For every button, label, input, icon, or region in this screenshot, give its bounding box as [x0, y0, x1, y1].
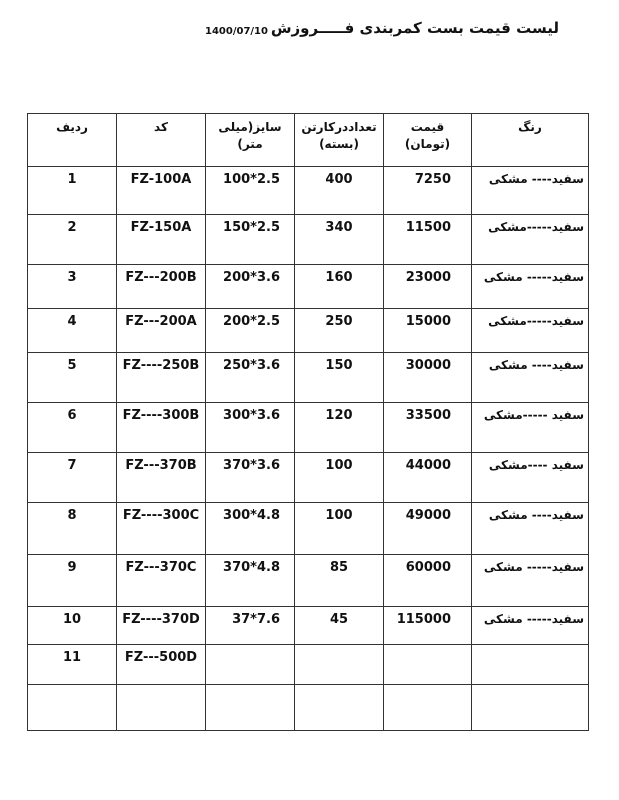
table-row — [28, 453, 589, 503]
cell-row-number: 1 — [28, 167, 117, 215]
cell-quantity: 120 — [295, 403, 384, 453]
header-code: کد — [117, 114, 206, 167]
header-row-number: ردیف — [28, 114, 117, 167]
cell-size: 300*4.8 — [206, 503, 295, 555]
cell-price: 115000 — [384, 607, 472, 645]
cell-color: سفید----- مشکی — [472, 607, 589, 645]
cell-size: 300*3.6 — [206, 403, 295, 453]
cell-code: FZ----300B — [117, 403, 206, 453]
cell-color — [472, 685, 589, 731]
cell-color: سفید-----مشکی — [472, 215, 589, 265]
cell-row-number: 5 — [28, 353, 117, 403]
cell-code: FZ----370D — [117, 607, 206, 645]
header-price: قیمت (تومان) — [384, 114, 472, 167]
cell-price: 15000 — [384, 309, 472, 353]
cell-row-number: 4 — [28, 309, 117, 353]
cell-color: سفید----- مشکی — [472, 265, 589, 309]
cell-code: FZ-100A — [117, 167, 206, 215]
cell-color: سفید---- مشکی — [472, 353, 589, 403]
cell-size — [206, 645, 295, 685]
cell-price: 30000 — [384, 353, 472, 403]
table-row — [28, 555, 589, 607]
cell-price: 23000 — [384, 265, 472, 309]
price-table — [27, 113, 589, 731]
table-row — [28, 403, 589, 453]
table-row — [28, 215, 589, 265]
table-row — [28, 685, 589, 731]
cell-row-number: 7 — [28, 453, 117, 503]
table-row — [28, 167, 589, 215]
cell-row-number: 2 — [28, 215, 117, 265]
cell-color: سفید----- مشکی — [472, 555, 589, 607]
cell-price: 7250 — [384, 167, 472, 215]
cell-size: 370*4.8 — [206, 555, 295, 607]
cell-row-number — [28, 685, 117, 731]
cell-code: FZ----250B — [117, 353, 206, 403]
cell-size: 150*2.5 — [206, 215, 295, 265]
cell-color: سفید-----مشکی — [472, 309, 589, 353]
cell-quantity: 45 — [295, 607, 384, 645]
cell-size: 200*3.6 — [206, 265, 295, 309]
cell-color: سفید ----مشکی — [472, 453, 589, 503]
cell-row-number: 9 — [28, 555, 117, 607]
cell-quantity: 160 — [295, 265, 384, 309]
header-color: رنگ — [472, 114, 589, 167]
cell-price: 60000 — [384, 555, 472, 607]
cell-color: سفید---- مشکی — [472, 167, 589, 215]
header-quantity-per-carton: تعداددرکارتن (بسته) — [295, 114, 384, 167]
table-row — [28, 353, 589, 403]
cell-row-number: 8 — [28, 503, 117, 555]
cell-quantity: 400 — [295, 167, 384, 215]
cell-code: FZ---200A — [117, 309, 206, 353]
table-row — [28, 607, 589, 645]
table-header-row — [28, 114, 589, 167]
page-title: لیست قیمت بست کمربندی فـــــروزش — [270, 19, 559, 37]
cell-quantity: 100 — [295, 453, 384, 503]
cell-size: 370*3.6 — [206, 453, 295, 503]
cell-row-number: 10 — [28, 607, 117, 645]
table-row — [28, 265, 589, 309]
cell-price: 44000 — [384, 453, 472, 503]
cell-code: FZ---370C — [117, 555, 206, 607]
cell-quantity — [295, 685, 384, 731]
table-row — [28, 645, 589, 685]
header-size: سایز(میلی متر) — [206, 114, 295, 167]
cell-price: 49000 — [384, 503, 472, 555]
cell-code: FZ----300C — [117, 503, 206, 555]
cell-quantity: 340 — [295, 215, 384, 265]
cell-price: 33500 — [384, 403, 472, 453]
cell-size: 100*2.5 — [206, 167, 295, 215]
cell-price — [384, 685, 472, 731]
table-row — [28, 503, 589, 555]
cell-size — [206, 685, 295, 731]
document-date: 1400/07/10 — [205, 26, 268, 37]
cell-quantity: 250 — [295, 309, 384, 353]
cell-size: 250*3.6 — [206, 353, 295, 403]
table-row — [28, 309, 589, 353]
cell-quantity — [295, 645, 384, 685]
cell-code — [117, 685, 206, 731]
cell-row-number: 11 — [28, 645, 117, 685]
cell-size: 200*2.5 — [206, 309, 295, 353]
cell-quantity: 100 — [295, 503, 384, 555]
cell-code: FZ---200B — [117, 265, 206, 309]
cell-size: 37*7.6 — [206, 607, 295, 645]
cell-code: FZ-150A — [117, 215, 206, 265]
cell-color: سفید---- مشکی — [472, 503, 589, 555]
cell-quantity: 150 — [295, 353, 384, 403]
cell-color — [472, 645, 589, 685]
cell-code: FZ---370B — [117, 453, 206, 503]
cell-price — [384, 645, 472, 685]
cell-price: 11500 — [384, 215, 472, 265]
cell-row-number: 6 — [28, 403, 117, 453]
cell-code: FZ---500D — [117, 645, 206, 685]
cell-quantity: 85 — [295, 555, 384, 607]
cell-row-number: 3 — [28, 265, 117, 309]
cell-color: سفید -----مشکی — [472, 403, 589, 453]
